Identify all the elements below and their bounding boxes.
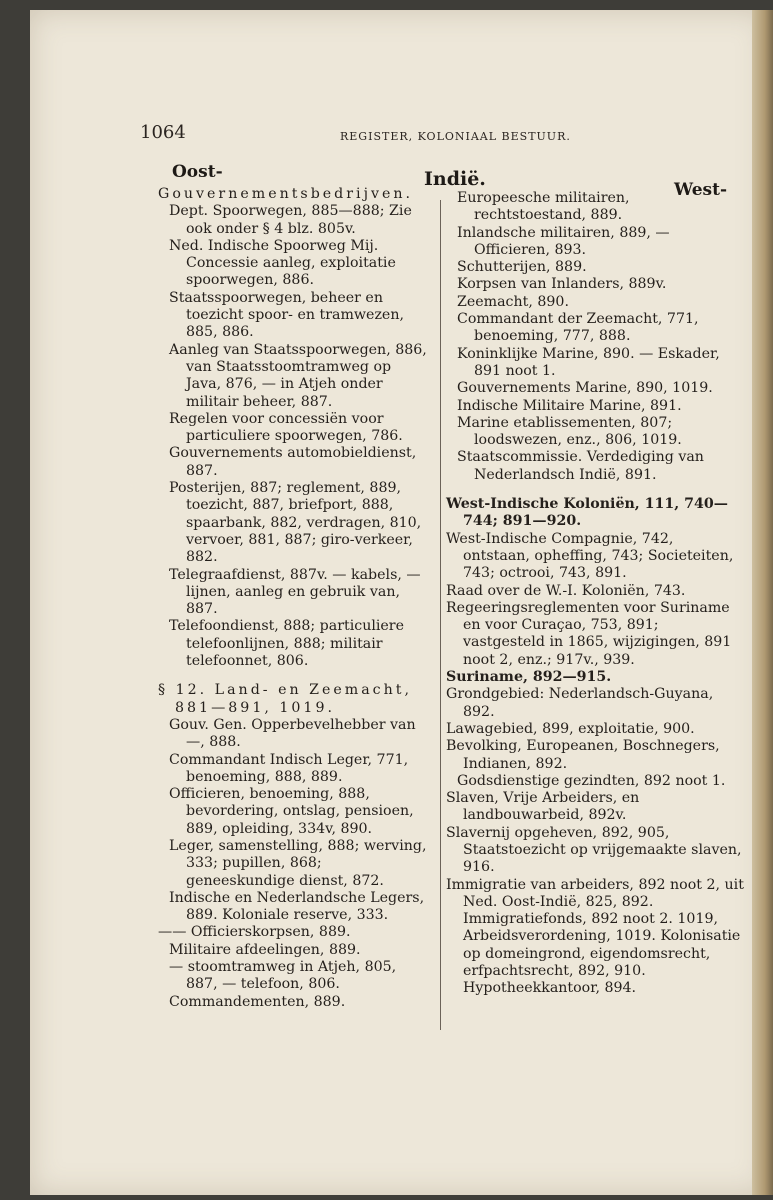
index-entry: Europeesche militairen, rechtstoestand, 889. — [457, 190, 630, 224]
right-column — [446, 190, 744, 998]
page-edge — [752, 10, 773, 1195]
index-entry: Indische Militaire Marine, 891. — [457, 397, 682, 414]
index-entry: Indische en Nederlandsche Legers, 889. Koloniale reserve, 333. — [169, 889, 425, 924]
running-head: REGISTER, KOLONIAAL BESTUUR. — [340, 130, 571, 143]
index-entry: Officieren, benoeming, 888, bevordering, ontslag, pensioen, 889, opleiding, 334v, 890. — [169, 786, 414, 837]
index-entry: Schutterijen, 889. — [457, 259, 587, 276]
index-entry: Zeemacht, 890. — [457, 293, 569, 310]
index-entry: Slavernij opgeheven, 892, 905, Staatstoezicht op vrijgemaakte slaven, 916. — [446, 824, 742, 876]
section-heading-middle: Indië. — [424, 168, 486, 190]
index-entry: Gouv. Gen. Opperbevelhebber van —, 888. — [169, 716, 416, 751]
index-entry: Ned. Indische Spoorweg Mij. Concessie aanleg, exploitatie spoorwegen, 886. — [169, 237, 396, 289]
index-entry: Regelen voor concessiën voor particuliere spoorwegen, 786. — [169, 410, 403, 445]
index-entry: Regeeringsreglementen voor Suriname en voor Curaçao, 753, 891; vastgesteld in 1865, wijzigingen, 891 noot 2, enz.; 917v., 939. — [446, 599, 732, 668]
index-entry: Slaven, Vrije Arbeiders, en landbouwarbeid, 892v. — [446, 790, 640, 824]
west-indische-kolonien-heading: West-Indische Koloniën, 111, 740—744; 891—920. — [446, 496, 728, 530]
column-divider — [440, 200, 441, 1030]
index-entry: Militaire afdeelingen, 889. — [169, 941, 361, 958]
index-entry: Posterijen, 887; reglement, 889, toezicht, 887, briefport, 888, spaarbank, 882, verdragen, 810, vervoer, 881, 887; giro-verkeer, 882. — [169, 480, 422, 566]
index-entry: Commandant Indisch Leger, 771, benoeming, 888, 889. — [169, 751, 409, 785]
index-entry: Commandementen, 889. — [169, 993, 346, 1010]
page-number: 1064 — [140, 122, 186, 143]
index-entry: Telefoondienst, 888; particuliere telefoonlijnen, 888; militair telefoonnet, 806. — [169, 618, 404, 670]
index-entry: Raad over de W.-I. Koloniën, 743. — [446, 582, 686, 599]
section-heading-left: Oost- — [172, 162, 223, 182]
index-entry: Gouvernements automobieldienst, 887. — [169, 445, 417, 479]
left-column — [158, 186, 430, 1011]
index-entry: West-Indische Compagnie, 742, ontstaan, opheffing, 743; Societeiten, 743; octrooi, 743, 891. — [446, 530, 734, 582]
index-entry: Koninklijke Marine, 890. — Eskader, 891 noot 1. — [457, 345, 720, 379]
index-entry: Dept. Spoorwegen, 885—888; Zie ook onder § 4 blz. 805v. — [169, 203, 412, 237]
index-entry: Lawagebied, 899, exploitatie, 900. — [446, 720, 695, 737]
index-entry: Marine etablissementen, 807; loodswezen, enz., 806, 1019. — [457, 414, 682, 449]
section-heading-right: West- — [674, 180, 728, 200]
index-entry: Leger, samenstelling, 888; werving, 333; pupillen, 868; geneeskundige dienst, 872. — [169, 837, 427, 889]
index-entry: Gouvernementsbedrijven. — [158, 186, 414, 202]
index-entry: Immigratie van arbeiders, 892 noot 2, uit Ned. Oost-Indië, 825, 892. Immigratiefonds, 892 noot 2. 1019, Arbeidsverordening, 1019. Kolonisatie op domeingrond, eigendomsrecht, erfpachtsrecht, 892, 910. Hypotheekkantoor, 894. — [446, 876, 744, 997]
index-entry: Gouvernements Marine, 890, 1019. — [457, 380, 713, 397]
index-entry: Commandant der Zeemacht, 771, benoeming, 777, 888. — [457, 311, 699, 345]
index-entry: Staatsspoorwegen, beheer en toezicht spoor- en tramwezen, 885, 886. — [169, 289, 404, 341]
index-entry: —— Officierskorpsen, 889. — [158, 924, 351, 941]
index-entry: Aanleg van Staatsspoorwegen, 886, van Staatsstoomtramweg op Java, 876, — in Atjeh onder militair beheer, 887. — [169, 341, 427, 410]
index-entry: Korpsen van Inlanders, 889v. — [457, 276, 667, 293]
index-entry: Grondgebied: Nederlandsch-Guyana, 892. — [446, 686, 714, 720]
suriname-heading: Suriname, 892—915. — [446, 669, 612, 686]
index-entry: Staatscommissie. Verdediging van Nederlandsch Indië, 891. — [457, 449, 704, 483]
section-12-heading: § 12. Land- en Zeemacht, 881—891, 1019. — [158, 682, 412, 716]
index-entry: Inlandsche militairen, 889, — Officieren, 893. — [457, 224, 670, 258]
index-entry: Bevolking, Europeanen, Boschnegers, Indianen, 892. — [446, 738, 720, 772]
index-entry: Telegraafdienst, 887v. — kabels, — lijnen, aanleg en gebruik van, 887. — [169, 566, 421, 618]
index-entry: — stoomtramweg in Atjeh, 805, 887, — telefoon, 806. — [169, 959, 397, 993]
index-entry: Godsdienstige gezindten, 892 noot 1. — [457, 772, 726, 789]
